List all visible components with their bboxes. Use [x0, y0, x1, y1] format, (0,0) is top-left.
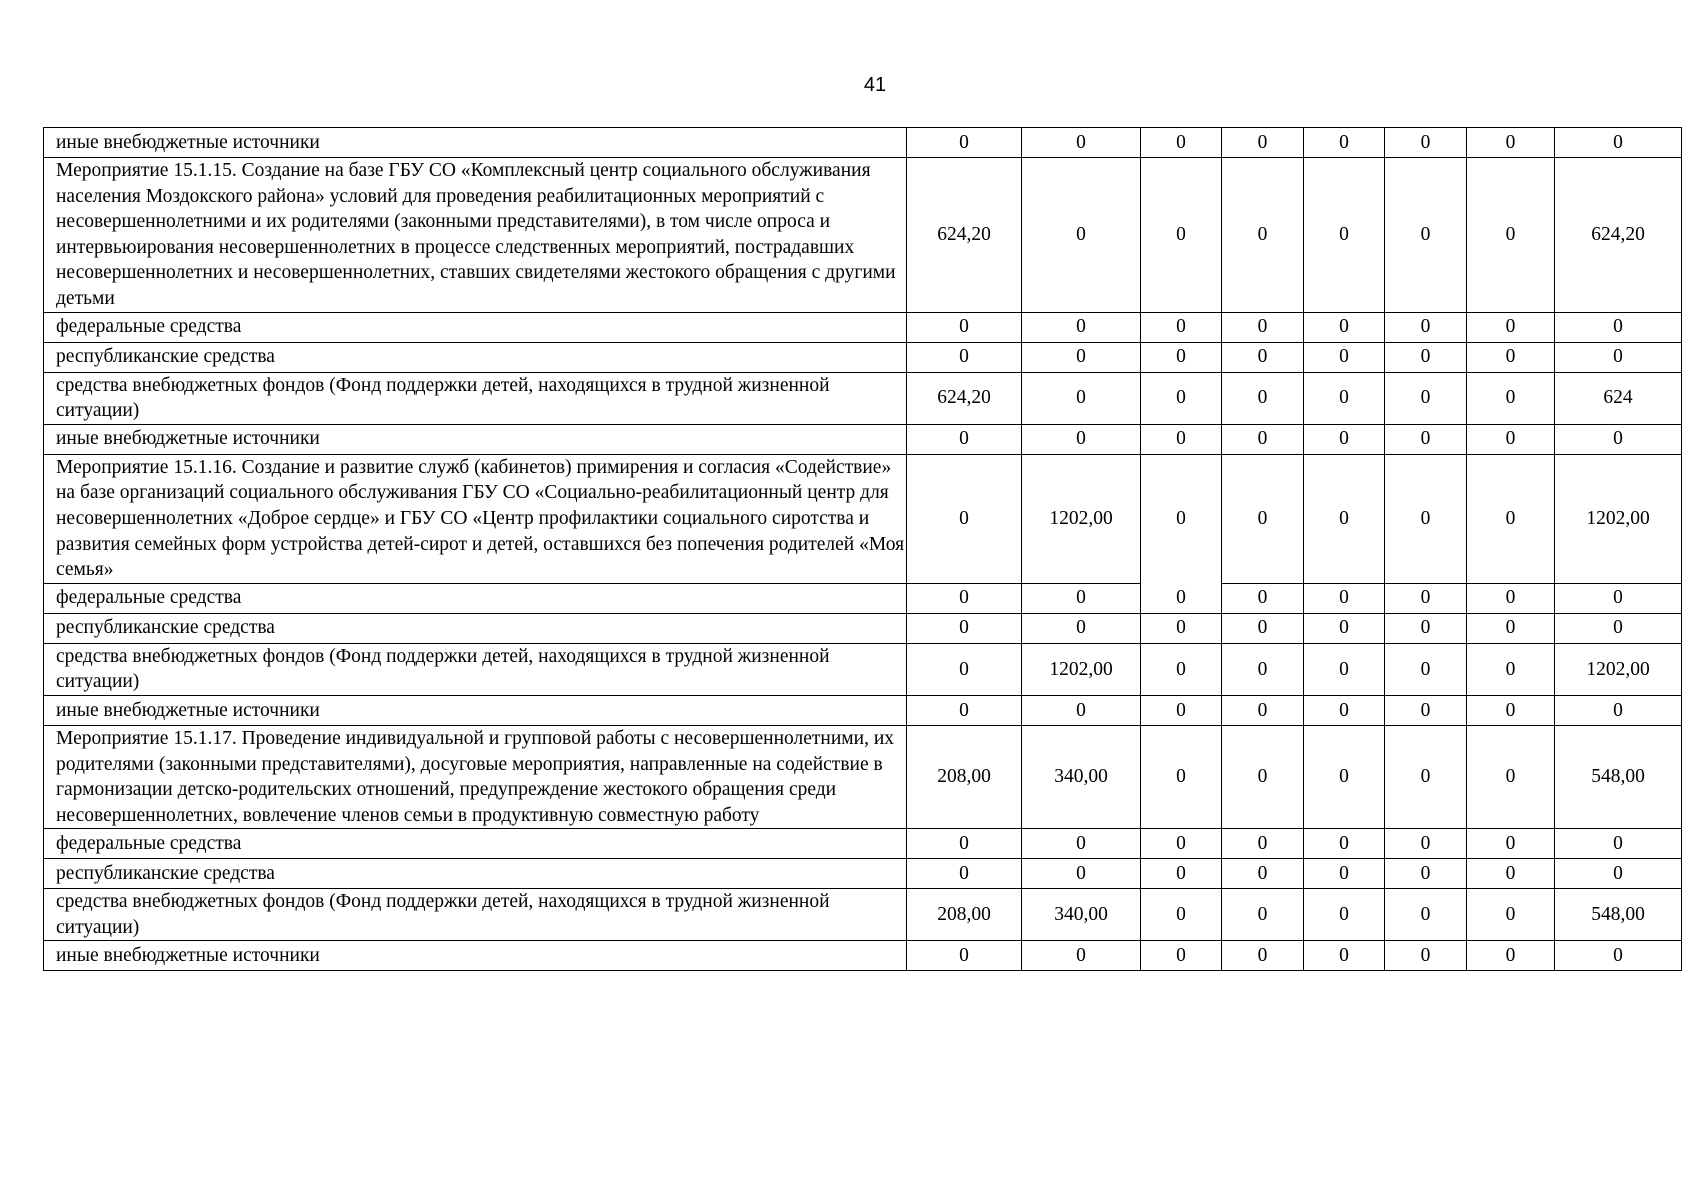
row-label: средства внебюджетных фондов (Фонд поддержки детей, находящихся в трудной жизненной ситуации) [44, 889, 907, 941]
value-cell: 1202,00 [1022, 454, 1141, 583]
table-row [44, 342, 1682, 372]
table-row [44, 941, 1682, 971]
row-label: Мероприятие 15.1.16. Создание и развитие служб (кабинетов) примирения и согласия «Содействие» на базе организаций социального обслуживания ГБУ СО «Социально-реабилитационный центр для несовершеннолетних «Доброе сердце» и ГБУ СО «Центр профилактики социального сиротства и развития семейных форм устройства детей-сирот и детей, оставшихся без попечения родителей «Моя семья» [44, 454, 907, 583]
row-label: республиканские средства [44, 342, 907, 372]
value-cell: 0 [1555, 312, 1682, 342]
value-cell: 0 [1304, 372, 1385, 424]
table-row [44, 643, 1682, 695]
value-cell: 0 [1222, 613, 1304, 643]
value-cell: 0 [907, 643, 1022, 695]
value-cell: 0 [1022, 583, 1141, 613]
value-cell: 0 [1141, 941, 1222, 971]
value-cell: 0 [1385, 454, 1467, 583]
value-cell: 0 [1222, 454, 1304, 583]
value-cell: 0 [1141, 583, 1222, 613]
value-cell: 0 [1467, 725, 1555, 828]
value-cell: 0 [1141, 424, 1222, 454]
value-cell: 0 [1141, 859, 1222, 889]
value-cell: 0 [1222, 643, 1304, 695]
table-row [44, 889, 1682, 941]
table-row [44, 695, 1682, 725]
value-cell: 0 [1022, 128, 1141, 158]
table-row [44, 725, 1682, 828]
value-cell: 0 [1385, 613, 1467, 643]
value-cell: 0 [907, 941, 1022, 971]
value-cell: 0 [1022, 829, 1141, 859]
value-cell: 0 [1467, 613, 1555, 643]
value-cell: 0 [1555, 424, 1682, 454]
value-cell: 0 [907, 128, 1022, 158]
value-cell: 208,00 [907, 889, 1022, 941]
value-cell: 0 [1555, 829, 1682, 859]
value-cell: 0 [1022, 424, 1141, 454]
value-cell: 0 [907, 454, 1022, 583]
value-cell: 0 [1222, 312, 1304, 342]
value-cell: 0 [1467, 454, 1555, 583]
value-cell: 340,00 [1022, 725, 1141, 828]
value-cell: 0 [1222, 342, 1304, 372]
value-cell: 0 [1467, 372, 1555, 424]
value-cell: 0 [1141, 889, 1222, 941]
value-cell: 0 [1141, 454, 1222, 583]
value-cell: 0 [1304, 312, 1385, 342]
value-cell: 0 [1022, 613, 1141, 643]
value-cell: 0 [1385, 889, 1467, 941]
value-cell: 0 [1141, 695, 1222, 725]
value-cell: 0 [1304, 643, 1385, 695]
value-cell: 0 [1222, 889, 1304, 941]
value-cell: 0 [1385, 583, 1467, 613]
value-cell: 0 [1141, 829, 1222, 859]
value-cell: 0 [1222, 695, 1304, 725]
value-cell: 0 [1385, 941, 1467, 971]
value-cell: 0 [1022, 312, 1141, 342]
row-label: Мероприятие 15.1.15. Создание на базе ГБУ СО «Комплексный центр социального обслуживания населения Моздокского района» условий для проведения реабилитационных мероприятий с несовершеннолетними и их родителями (законными представителями), в том числе опроса и интервьюирования несовершеннолетних в процессе следственных мероприятий, пострадавших несовершеннолетних и несовершеннолетних, ставших свидетелями жестокого обращения с другими детьми [44, 158, 907, 313]
value-cell: 0 [1555, 342, 1682, 372]
value-cell: 0 [1385, 829, 1467, 859]
value-cell: 208,00 [907, 725, 1022, 828]
table-row [44, 158, 1682, 313]
table-row [44, 829, 1682, 859]
value-cell: 624 [1555, 372, 1682, 424]
value-cell: 0 [1141, 613, 1222, 643]
value-cell: 548,00 [1555, 725, 1682, 828]
value-cell: 0 [1304, 342, 1385, 372]
table-row [44, 613, 1682, 643]
table-row [44, 424, 1682, 454]
value-cell: 0 [1141, 128, 1222, 158]
value-cell: 0 [1555, 613, 1682, 643]
row-label: средства внебюджетных фондов (Фонд поддержки детей, находящихся в трудной жизненной ситуации) [44, 643, 907, 695]
row-label: федеральные средства [44, 583, 907, 613]
value-cell: 0 [1467, 829, 1555, 859]
value-cell: 0 [1555, 128, 1682, 158]
value-cell: 624,20 [907, 372, 1022, 424]
value-cell: 0 [1141, 312, 1222, 342]
row-label: республиканские средства [44, 859, 907, 889]
value-cell: 0 [1467, 941, 1555, 971]
row-label: федеральные средства [44, 312, 907, 342]
row-label: средства внебюджетных фондов (Фонд поддержки детей, находящихся в трудной жизненной ситуации) [44, 372, 907, 424]
table-row [44, 583, 1682, 613]
value-cell: 0 [1385, 128, 1467, 158]
value-cell: 0 [1467, 342, 1555, 372]
value-cell: 0 [1141, 158, 1222, 313]
value-cell: 0 [1385, 158, 1467, 313]
value-cell: 0 [1555, 695, 1682, 725]
value-cell: 0 [1385, 695, 1467, 725]
table-body [44, 128, 1682, 971]
value-cell: 0 [1467, 158, 1555, 313]
value-cell: 0 [1385, 312, 1467, 342]
row-label: иные внебюджетные источники [44, 695, 907, 725]
value-cell: 0 [1304, 424, 1385, 454]
value-cell: 0 [1467, 312, 1555, 342]
row-label: иные внебюджетные источники [44, 424, 907, 454]
value-cell: 0 [1304, 583, 1385, 613]
value-cell: 0 [1022, 158, 1141, 313]
value-cell: 0 [1022, 372, 1141, 424]
value-cell: 624,20 [1555, 158, 1682, 313]
table-row [44, 454, 1682, 583]
value-cell: 0 [1222, 859, 1304, 889]
value-cell: 0 [1022, 859, 1141, 889]
value-cell: 0 [1385, 372, 1467, 424]
value-cell: 0 [1467, 889, 1555, 941]
value-cell: 0 [1222, 829, 1304, 859]
value-cell: 0 [1304, 454, 1385, 583]
table-row [44, 372, 1682, 424]
value-cell: 0 [1555, 941, 1682, 971]
value-cell: 0 [1304, 158, 1385, 313]
value-cell: 0 [1467, 424, 1555, 454]
value-cell: 0 [1304, 128, 1385, 158]
value-cell: 0 [1467, 695, 1555, 725]
value-cell: 0 [1022, 941, 1141, 971]
value-cell: 0 [1304, 725, 1385, 828]
value-cell: 0 [1222, 372, 1304, 424]
value-cell: 0 [1022, 342, 1141, 372]
value-cell: 0 [1141, 342, 1222, 372]
value-cell: 1202,00 [1555, 643, 1682, 695]
value-cell: 624,20 [907, 158, 1022, 313]
value-cell: 0 [1304, 889, 1385, 941]
value-cell: 0 [1467, 859, 1555, 889]
value-cell: 0 [1467, 643, 1555, 695]
value-cell: 0 [1222, 128, 1304, 158]
value-cell: 548,00 [1555, 889, 1682, 941]
value-cell: 0 [1304, 859, 1385, 889]
value-cell: 0 [1141, 643, 1222, 695]
value-cell: 0 [1467, 128, 1555, 158]
value-cell: 1202,00 [1555, 454, 1682, 583]
value-cell: 0 [907, 613, 1022, 643]
value-cell: 0 [907, 424, 1022, 454]
row-label: Мероприятие 15.1.17. Проведение индивидуальной и групповой работы с несовершеннолетними, их родителями (законными представителями), досуговые мероприятия, направленные на содействие в гармонизации детско-родительских отношений, предупреждение жестокого обращения среди несовершеннолетних, вовлечение членов семьи в продуктивную совместную работу [44, 725, 907, 828]
page-number: 41 [863, 74, 887, 96]
value-cell: 340,00 [1022, 889, 1141, 941]
table-row [44, 859, 1682, 889]
value-cell: 0 [907, 583, 1022, 613]
value-cell: 0 [907, 829, 1022, 859]
value-cell: 0 [1304, 941, 1385, 971]
value-cell: 0 [1385, 424, 1467, 454]
table-row [44, 128, 1682, 158]
funding-table [43, 127, 1682, 971]
row-label: иные внебюджетные источники [44, 128, 907, 158]
value-cell: 0 [1385, 643, 1467, 695]
table-row [44, 312, 1682, 342]
value-cell: 0 [907, 859, 1022, 889]
row-label: республиканские средства [44, 613, 907, 643]
value-cell: 0 [1304, 829, 1385, 859]
value-cell: 0 [1555, 583, 1682, 613]
value-cell: 0 [907, 342, 1022, 372]
value-cell: 0 [1222, 424, 1304, 454]
row-label: иные внебюджетные источники [44, 941, 907, 971]
value-cell: 0 [1022, 695, 1141, 725]
value-cell: 0 [1141, 372, 1222, 424]
value-cell: 0 [1467, 583, 1555, 613]
value-cell: 0 [1304, 613, 1385, 643]
value-cell: 1202,00 [1022, 643, 1141, 695]
value-cell: 0 [1555, 859, 1682, 889]
value-cell: 0 [1222, 158, 1304, 313]
value-cell: 0 [907, 695, 1022, 725]
row-label: федеральные средства [44, 829, 907, 859]
value-cell: 0 [1385, 859, 1467, 889]
value-cell: 0 [1222, 941, 1304, 971]
value-cell: 0 [1385, 342, 1467, 372]
value-cell: 0 [1222, 583, 1304, 613]
value-cell: 0 [1304, 695, 1385, 725]
value-cell: 0 [1222, 725, 1304, 828]
value-cell: 0 [1141, 725, 1222, 828]
value-cell: 0 [907, 312, 1022, 342]
value-cell: 0 [1385, 725, 1467, 828]
